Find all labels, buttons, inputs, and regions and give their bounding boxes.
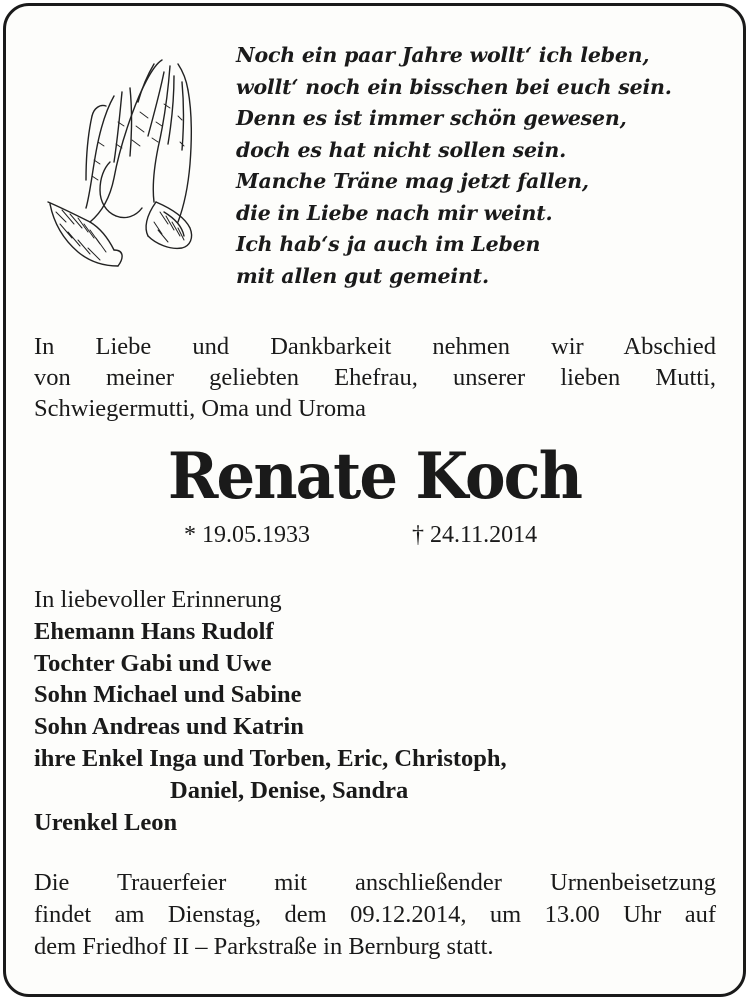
farewell-line: Schwiegermutti, Oma und Uroma [34,395,367,422]
mourners-list [34,584,724,838]
farewell-line: von meiner geliebten Ehefrau, unserer lieben Mutti, [34,364,716,391]
funeral-line: findet am Dienstag, dem 09.12.2014, um 13.00 Uhr auf [34,901,716,928]
mourner-line: Tochter Gabi und Uwe [34,649,272,677]
poem-line: Ich hab‘s ja auch im Leben [236,232,541,256]
farewell-line: In Liebe und Dankbarkeit nehmen wir Abschied [34,333,716,360]
mourners-intro: In liebevoller Erinnerung [34,586,282,613]
mourner-line: Sohn Michael und Sabine [34,681,302,709]
death-date: † 24.11.2014 [412,522,538,548]
birth-date: * 19.05.1933 [184,522,310,548]
poem-line: Noch ein paar Jahre wollt‘ ich leben, [236,43,650,67]
poem-line: Denn es ist immer schön gewesen, [236,106,627,130]
funeral-notice [34,867,716,963]
mourner-line: Urenkel Leon [34,808,178,836]
poem-line: Manche Träne mag jetzt fallen, [236,169,589,193]
funeral-line: dem Friedhof II – Parkstraße in Bernburg statt. [34,933,494,960]
praying-hands-icon [44,52,204,280]
mourner-line: Daniel, Denise, Sandra [170,776,409,804]
mourner-line: Sohn Andreas und Katrin [34,713,304,741]
poem-line: die in Liebe nach mir weint. [236,200,553,225]
farewell-text [34,331,716,424]
poem [236,40,726,292]
deceased-name: Renate Koch [167,439,582,514]
mourner-line: ihre Enkel Inga und Torben, Eric, Christoph, [34,744,507,772]
funeral-line: Die Trauerfeier mit anschließender Urnenbeisetzung [34,869,716,896]
mourner-line: Ehemann Hans Rudolf [34,617,274,645]
poem-line: mit allen gut gemeint. [236,263,489,288]
poem-line: wollt‘ noch ein bisschen bei euch sein. [236,74,672,99]
poem-line: doch es hat nicht sollen sein. [236,137,567,162]
